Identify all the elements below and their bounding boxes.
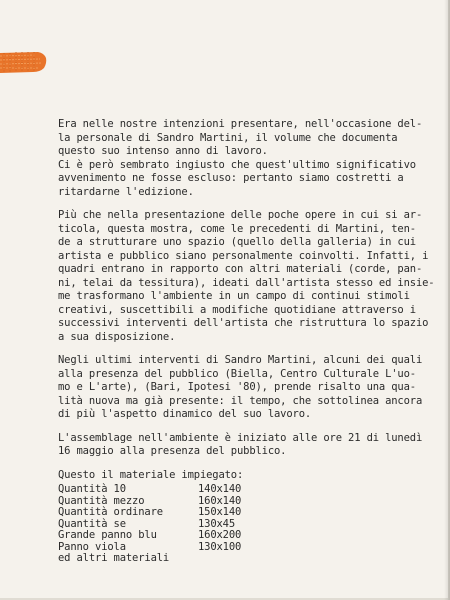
text-line: quadri entrano in rapporto con altri materiali (corde, pan-: [58, 263, 423, 275]
text-line: creativi, suscettibili a modifiche quotidiane attraverso i: [58, 303, 416, 316]
paragraph-assemblage: [58, 431, 423, 459]
text-line: Più che nella presentazione delle poche opere in cui si ar-: [58, 209, 423, 221]
text-line: mo e L'arte), (Bari, Ipotesi '80), prende risalto una qua-: [58, 381, 416, 393]
material-name: Panno viola: [58, 540, 126, 553]
material-name: Quantità se: [58, 517, 126, 530]
text-line: ni, telai da tessitura), ideati dall'artista stesso ed insie-: [58, 276, 435, 289]
text-line: L'assemblage nell'ambiente è iniziato alle ore 21 di lunedì: [58, 431, 423, 444]
text-line: artista e pubblico siano personalmente coinvolti. Infatti, i: [58, 249, 429, 262]
text-line: successivi interventi dell'artista che ristruttura lo spazio: [58, 317, 429, 329]
material-name: Grande panno blu: [58, 529, 157, 541]
material-size: 130x45: [198, 517, 236, 530]
document-text: [58, 118, 435, 565]
material-size: 140x140: [198, 483, 242, 495]
text-line: lità nuova ma già presente: il tempo, che sottolinea ancora: [58, 394, 423, 407]
text-line: Negli ultimi interventi di Sandro Martini, alcuni dei quali: [58, 354, 423, 366]
materials-intro: Questo il materiale impiegato:: [58, 468, 244, 481]
text-line: ticola, questa mostra, come le precedenti di Martini, ten-: [58, 222, 416, 235]
materials-row: [58, 553, 416, 565]
materials-row: [58, 484, 416, 496]
paragraph-exhibition: [58, 209, 435, 344]
text-line: Ci è però sembrato ingiusto che quest'ultimo significativo: [58, 158, 416, 171]
text-line: di più l'aspetto dinamico del suo lavoro.: [58, 408, 312, 420]
text-line: me trasformano l'ambiente in un campo di continui stimoli: [58, 290, 410, 302]
text-line: avvenimento ne fosse escluso: pertanto siamo costretti a: [58, 172, 404, 184]
text-line: Era nelle nostre intenzioni presentare, nell'occasione del-: [58, 118, 423, 130]
text-line: 16 maggio alla presenza del pubblico.: [58, 445, 287, 457]
text-line: ritardarne l'edizione.: [58, 185, 194, 198]
materials-list: [58, 484, 416, 565]
material-size: 160x200: [198, 529, 242, 541]
text-line: alla presenza del pubblico (Biella, Centro Culturale L'uo-: [58, 367, 416, 380]
text-line: questo suo intenso anno di lavoro.: [58, 145, 268, 157]
paragraph-intro: [58, 118, 423, 199]
orange-tab-marker: [0, 50, 47, 74]
material-name: Quantità mezzo: [58, 494, 145, 507]
material-name: Quantità ordinare: [58, 506, 163, 518]
material-name: Quantità 10: [58, 483, 126, 495]
materials-row: [58, 507, 416, 519]
material-size: 130x100: [198, 540, 242, 553]
text-line: a sua disposizione.: [58, 330, 176, 343]
paragraph-interventions: [58, 354, 423, 422]
text-line: de a strutturare uno spazio (quello della galleria) in cui: [58, 236, 416, 248]
text-line: la personale di Sandro Martini, il volume che documenta: [58, 131, 398, 144]
material-size: 160x140: [198, 494, 242, 507]
material-name: ed altri materiali: [58, 552, 170, 564]
material-size: 150x140: [198, 506, 242, 518]
materials-row: [58, 530, 416, 542]
